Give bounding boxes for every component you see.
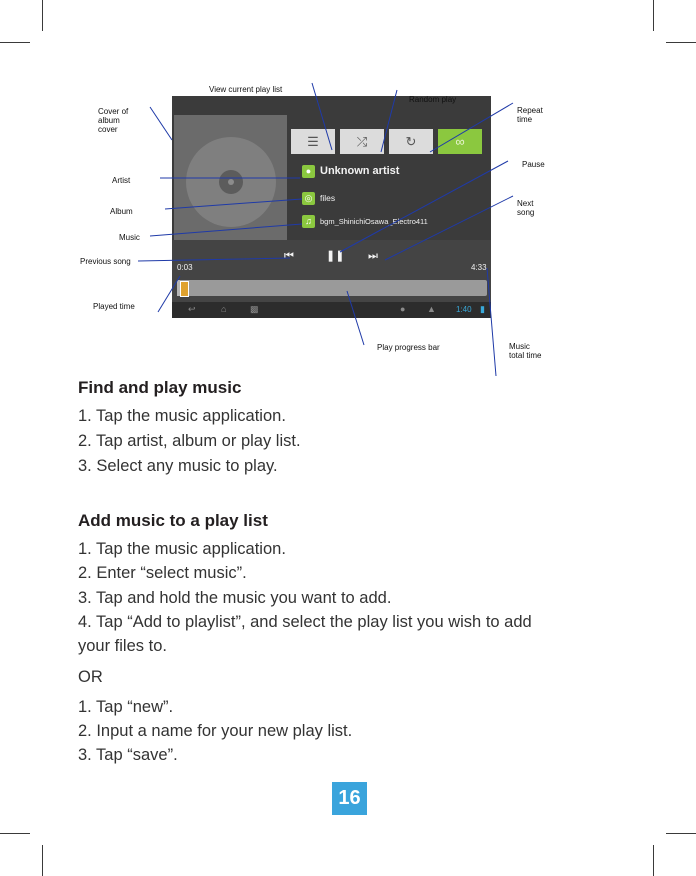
status-clock: 1:40 (456, 305, 472, 314)
label-pause: Pause (522, 160, 545, 169)
repeat-one-button[interactable]: ∞ (438, 129, 482, 154)
album-name: files (320, 193, 336, 203)
crop-mark-bottom-right-v (653, 845, 654, 876)
section-heading-find-and-play: Find and play music (78, 378, 242, 397)
step-line: 3. Select any music to play. (78, 457, 278, 475)
crop-mark-bottom-right-h (666, 833, 696, 834)
wifi-icon: ▲ (427, 304, 436, 314)
step-line: 1. Tap the music application. (78, 407, 286, 425)
page-number: 16 (332, 782, 367, 815)
or-separator: OR (78, 668, 103, 686)
label-cover-of-album-cover: Cover of album cover (98, 107, 129, 134)
crop-mark-top-right-v (653, 0, 654, 31)
step-line: 4. Tap “Add to playlist”, and select the play list you wish to add (78, 613, 532, 631)
artist-name: Unknown artist (320, 165, 400, 177)
recent-apps-icon[interactable]: ▩ (250, 304, 259, 314)
label-view-current-play-list: View current play list (209, 85, 283, 94)
usb-icon: ● (400, 304, 406, 314)
previous-song-icon[interactable]: ⏮ (284, 250, 294, 262)
label-random-play: Random play (409, 95, 457, 104)
artist-icon: ● (302, 165, 315, 178)
home-icon[interactable]: ⌂ (221, 304, 227, 314)
section-heading-add-to-play-list: Add music to a play list (78, 511, 268, 530)
callout-line-cover (150, 107, 172, 140)
label-repeat-time: Repeat time (517, 106, 543, 124)
step-line: 3. Tap and hold the music you want to add. (78, 589, 392, 607)
playlist-button[interactable]: ☰ (291, 129, 335, 154)
label-played-time: Played time (93, 302, 135, 311)
step-line: 2. Tap artist, album or play list. (78, 432, 301, 450)
step-line: 2. Input a name for your new play list. (78, 722, 353, 740)
label-album: Album (110, 207, 133, 216)
crop-mark-bottom-left-v (42, 845, 43, 876)
label-previous-song: Previous song (80, 257, 131, 266)
label-play-progress-bar: Play progress bar (377, 343, 440, 352)
total-time: 4:33 (471, 263, 487, 272)
step-line: 1. Tap the music application. (78, 540, 286, 558)
step-line: 3. Tap “save”. (78, 746, 178, 764)
step-line: 2. Enter “select music”. (78, 564, 247, 582)
step-line: 1. Tap “new”. (78, 698, 174, 716)
crop-mark-top-right-h (666, 42, 696, 43)
label-music: Music (119, 233, 140, 242)
battery-icon: ▮ (480, 304, 485, 314)
play-progress-bar[interactable] (177, 280, 487, 296)
album-icon: ◎ (302, 192, 315, 205)
next-song-icon[interactable]: ⏭ (368, 250, 378, 262)
repeat-button[interactable]: ↻ (389, 129, 433, 154)
progress-handle[interactable] (180, 281, 189, 297)
label-artist: Artist (112, 176, 131, 185)
label-music-total-time: Music total time (509, 342, 542, 360)
crop-mark-top-left-h (0, 42, 30, 43)
shuffle-button[interactable]: ⤮ (340, 129, 384, 154)
song-title: bgm_ShinichiOsawa_Electro411 (320, 217, 428, 226)
crop-mark-top-left-v (42, 0, 43, 31)
label-next-song: Next song (517, 199, 535, 217)
step-line: your files to. (78, 637, 167, 655)
back-icon[interactable]: ↩ (188, 304, 196, 314)
album-cover (174, 115, 287, 241)
pause-icon[interactable]: ❚❚ (326, 250, 345, 262)
disc-icon (186, 137, 276, 227)
crop-mark-bottom-left-h (0, 833, 30, 834)
system-nav-bar (172, 302, 491, 318)
music-note-icon: ♫ (302, 215, 315, 228)
played-time: 0:03 (177, 263, 193, 272)
